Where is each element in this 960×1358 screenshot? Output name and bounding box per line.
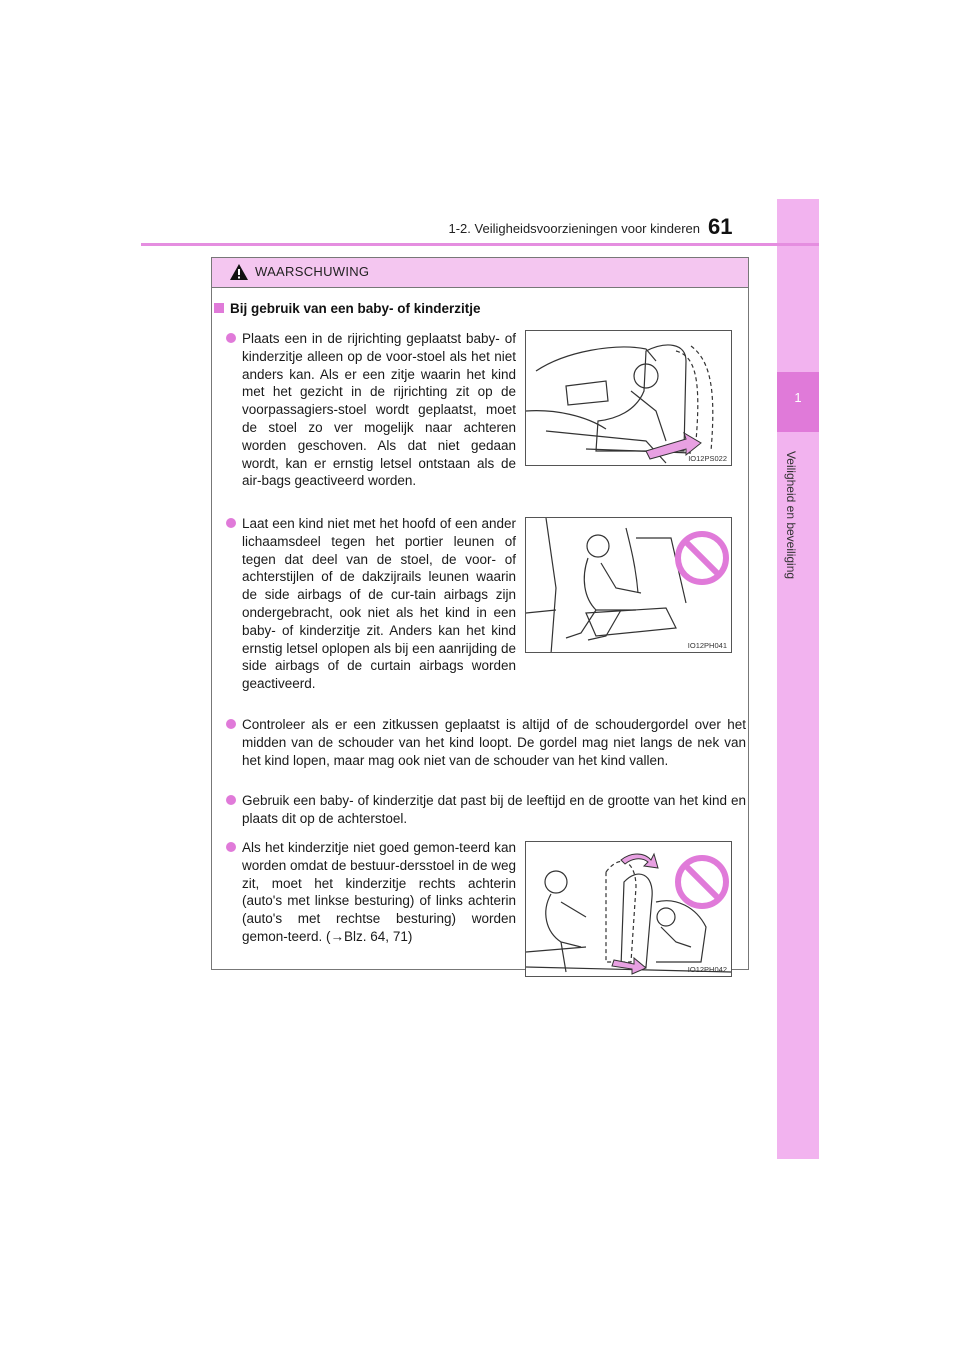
figure-child-seat-front bbox=[525, 330, 732, 466]
figure-child-leaning bbox=[525, 517, 732, 653]
bullet-dot-icon bbox=[226, 795, 236, 805]
seat-mounting-illustration bbox=[526, 842, 731, 977]
figure-code: IO12PH042 bbox=[687, 965, 727, 974]
warning-header bbox=[212, 258, 748, 288]
figure-seat-mounting bbox=[525, 841, 732, 977]
warning-subheading: Bij gebruik van een baby- of kinderzitje bbox=[214, 301, 481, 316]
child-seat-front-illustration bbox=[526, 331, 731, 465]
warning-box bbox=[211, 257, 749, 974]
square-bullet-icon bbox=[214, 303, 224, 313]
figure-code: IO12PS022 bbox=[688, 454, 727, 463]
warning-label: WAARSCHUWING bbox=[255, 264, 370, 279]
bullet-item: Gebruik een baby- of kinderzitje dat past bij de leeftijd en de grootte van het kind en plaats dit op de achterstoel. bbox=[226, 792, 746, 828]
child-leaning-illustration bbox=[526, 518, 731, 653]
warning-triangle-icon bbox=[229, 263, 249, 281]
figure-code: IO12PH041 bbox=[687, 641, 727, 650]
bullet-item: Laat een kind niet met het hoofd of een ander lichaamsdeel tegen het portier leunen of tegen dat deel van de stoel, de voor- of achterstijlen of de dakzijrails leunen waarin de side airbags of de cur-tain airbags zijn ondergebracht, ook niet als het kind in een baby- of kinderzitje zit. Anders kan het kind ernstig letsel oplopen als bij een aanrijding de side airbags of de curtain airbags worden geactiveerd. bbox=[226, 515, 516, 693]
bullet-dot-icon bbox=[226, 518, 236, 528]
bullet-dot-icon bbox=[226, 842, 236, 852]
side-tab bbox=[777, 199, 819, 1159]
header-rule bbox=[141, 243, 819, 246]
chapter-number: 1 bbox=[794, 390, 802, 405]
bullet-dot-icon bbox=[226, 333, 236, 343]
page-number: 61 bbox=[708, 214, 733, 239]
chapter-title: Veiligheid en beveiliging bbox=[784, 450, 798, 580]
bullet-dot-icon bbox=[226, 719, 236, 729]
bullet-item: Als het kinderzitje niet goed gemon-teerd kan worden omdat de bestuur-dersstoel in de weg zit, moet het kinderzitje rechts achterin (auto's met linkse besturing) of links achterin (auto's met rechtse besturing) worden gemon-teerd. (→Blz. 64, 71) bbox=[226, 839, 516, 946]
bullet-item: Plaats een in de rijrichting geplaatst baby- of kinderzitje alleen op de voor-stoel als het niet anders kan. Als er een zitje waarin het kind met het gezicht in de rijrichting zit op de voorpassagiers-stoel wordt geplaatst, moet de stoel zo ver mogelijk naar achteren worden geschoven. Als dat niet gedaan wordt, kan er ernstig letsel ontstaan als de air-bags geactiveerd worden. bbox=[226, 330, 516, 490]
bullet-item: Controleer als er een zitkussen geplaatst is altijd of de schoudergordel over het midden van de schouder van het kind loopt. De gordel mag niet langs de nek van het kind lopen, maar mag ook niet van de schouder van het kind vallen. bbox=[226, 716, 746, 769]
section-title: 1-2. Veiligheidsvoorzieningen voor kinderen bbox=[448, 221, 700, 236]
